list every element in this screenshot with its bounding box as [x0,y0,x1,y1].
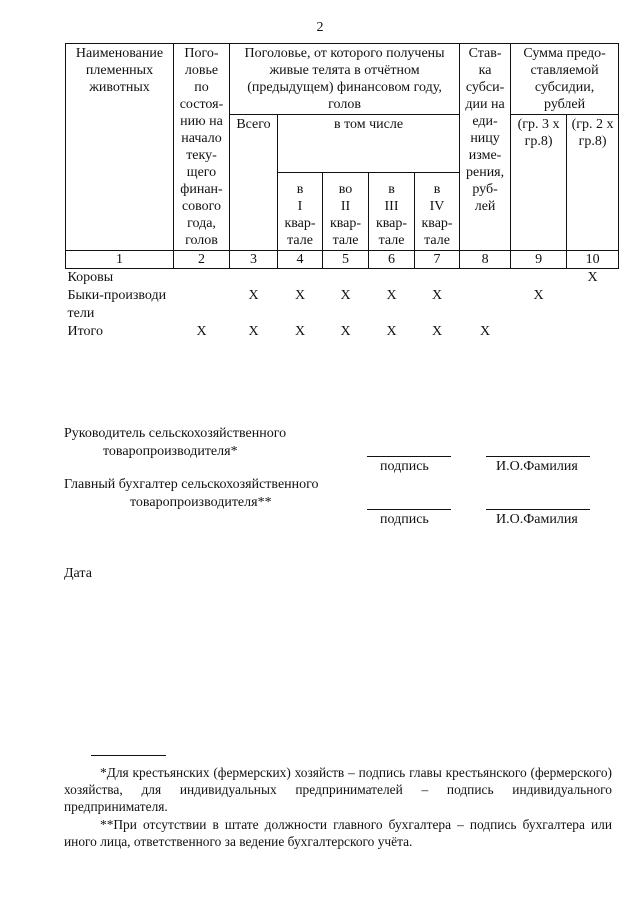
column-number: 8 [460,251,511,269]
header-col9-formula: (гр. 3 х гр.8) [511,115,567,251]
table-cell: X [587,270,598,285]
table-cell [511,269,567,288]
footnote-separator [91,755,166,756]
table-cell: X [431,324,443,339]
header-subsidy-amount: Сумма предо- ставляемой субсидии, рублей [511,44,619,115]
column-number: 5 [323,251,369,269]
column-number: 1 [66,251,174,269]
table-cell [323,269,369,288]
table-cell: X [386,324,397,339]
table-cell: X [294,324,306,339]
column-number: 9 [511,251,567,269]
table-cell [278,269,323,288]
column-number: 10 [567,251,619,269]
header-quarter-2: во II квар- тале [323,173,369,251]
table-cell: X [480,324,491,339]
table-cell [567,287,619,323]
table-cell: X [533,288,544,303]
header-col10-formula: (гр. 2 х гр.8) [567,115,619,251]
column-number: 7 [415,251,460,269]
header-quarter-1: в I квар- тале [278,173,323,251]
header-quarter-4: в IV квар- тале [415,173,460,251]
date-label: Дата [64,566,92,581]
table-cell [369,269,415,288]
table-cell [230,269,278,288]
table-cell [460,269,511,288]
accountant-title-line1: Главный бухгалтер сельскохозяйственного [64,477,319,492]
row-label: Коровы [67,270,114,285]
accountant-signature-caption: подпись [380,512,429,527]
accountant-signature-line [367,509,451,510]
header-total: Всего [230,115,278,251]
row-label: Быки-производители [67,288,167,321]
head-title-line2: товаропроизводителя* [103,444,238,459]
head-title-line1: Руководитель сельскохозяйственного [64,426,287,441]
subsidy-table [65,43,619,341]
table-cell [460,287,511,323]
table-cell: X [248,288,259,303]
row-label: Итого [67,324,103,339]
accountant-name-line [486,509,590,510]
table-cell: X [294,288,306,303]
table-cell: X [340,288,351,303]
footnote-1: *Для крестьянских (фермерских) хозяйств – подпись главы крестьянского (фермерского) хозяйства, для индивидуальных предпринимателей – подпись индивидуального предпринимателя. [64,765,612,814]
table-cell: X [340,324,351,339]
column-number: 3 [230,251,278,269]
table-row-cows [66,269,619,288]
column-numbers-row [66,251,619,269]
head-signature-caption: подпись [380,459,429,474]
table-cell: X [386,288,397,303]
table-cell [174,269,230,288]
header-including: в том числе [278,115,460,173]
header-animal-name: Наименование племенных животных [66,44,174,251]
column-number: 2 [174,251,230,269]
table-cell [174,287,230,323]
header-initial-herd: Пого- ловье по состоя- нию на начало теку- щего финан- сового года, голов [174,44,230,251]
table-cell [511,323,567,341]
table-cell [415,269,460,288]
page-number: 2 [316,20,324,35]
head-name-line [486,456,590,457]
header-subsidy-rate: Став- ка субси- дии на еди- ницу изме- рения, руб- лей [460,44,511,251]
column-number: 4 [278,251,323,269]
column-number: 6 [369,251,415,269]
head-signature-line [367,456,451,457]
table-row-total [66,323,619,341]
table-cell [567,323,619,341]
table-row-bulls [66,287,619,323]
accountant-title-line2: товаропроизводителя** [130,495,272,510]
header-quarter-3: в III квар- тале [369,173,415,251]
table-cell: X [248,324,259,339]
head-name-caption: И.О.Фамилия [496,459,578,474]
accountant-name-caption: И.О.Фамилия [496,512,578,527]
table-cell: X [431,288,443,303]
footnote-2: **При отсутствии в штате должности главного бухгалтера – подпись бухгалтера или иного лица, ответственного за ведение бухгалтерского учёта. [64,817,612,849]
table-cell: X [196,324,207,339]
header-calving-herd: Поголовье, от которого получены живые телята в отчётном (предыдущем) финансовом году, голов [230,44,460,115]
